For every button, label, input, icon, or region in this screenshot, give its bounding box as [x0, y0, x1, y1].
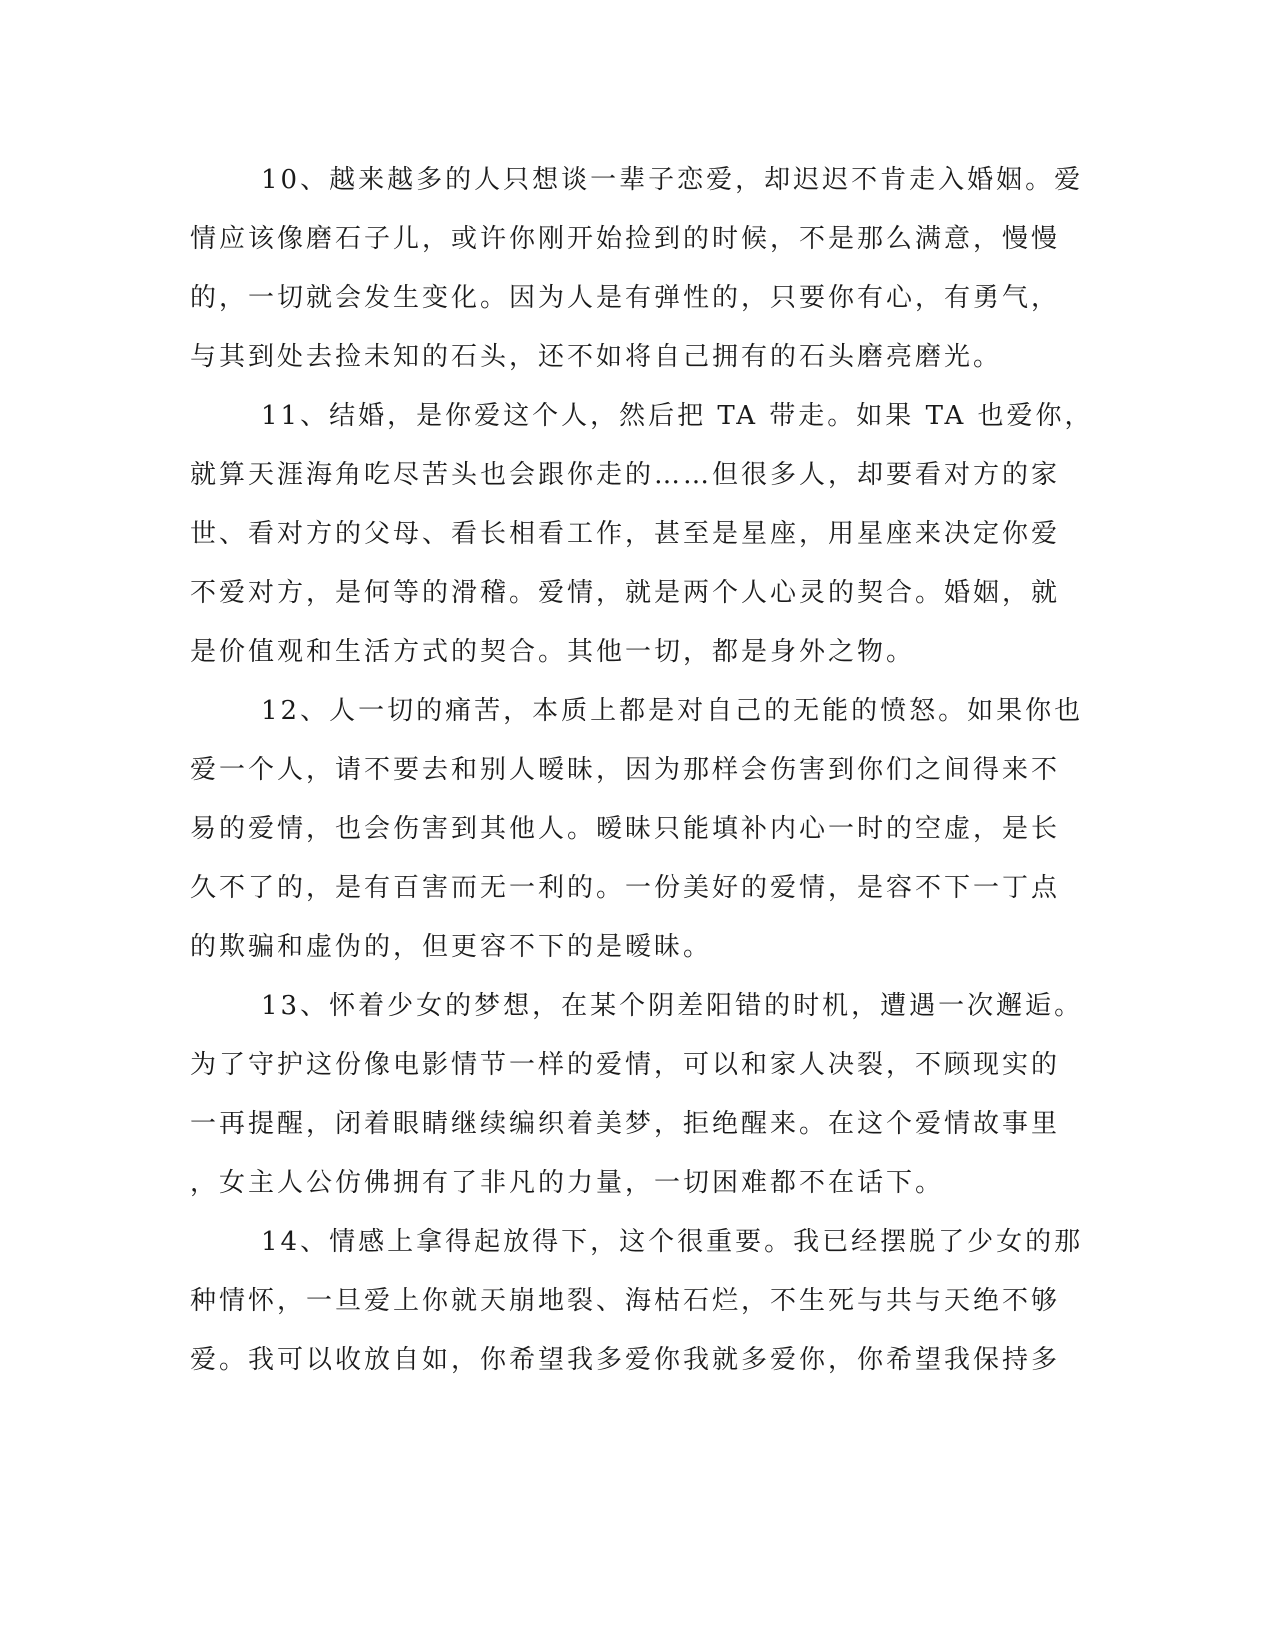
paragraph-12-line-1: 12、人一切的痛苦，本质上都是对自己的无能的愤怒。如果你也 [261, 696, 1084, 726]
paragraph-11-line-2: 就算天涯海角吃尽苦头也会跟你走的……但很多人，却要看对方的家 [190, 460, 1061, 490]
paragraph-13-line-1: 13、怀着少女的梦想，在某个阴差阳错的时机，遭遇一次邂逅。 [261, 991, 1084, 1021]
paragraph-12-line-2: 爱一个人，请不要去和别人暧昧，因为那样会伤害到你们之间得来不 [190, 755, 1061, 785]
paragraph-10-line-1: 10、越来越多的人只想谈一辈子恋爱，却迟迟不肯走入婚姻。爱 [261, 165, 1084, 195]
paragraph-10-line-2: 情应该像磨石子儿，或许你刚开始捡到的时候，不是那么满意，慢慢 [190, 224, 1061, 254]
paragraph-12-line-3: 易的爱情，也会伤害到其他人。暧昧只能填补内心一时的空虚，是长 [190, 814, 1061, 844]
paragraph-14-line-2: 种情怀，一旦爱上你就天崩地裂、海枯石烂，不生死与共与天绝不够 [190, 1286, 1061, 1316]
paragraph-12-line-5: 的欺骗和虚伪的，但更容不下的是暧昧。 [190, 932, 713, 962]
paragraph-14-line-1: 14、情感上拿得起放得下，这个很重要。我已经摆脱了少女的那 [261, 1227, 1084, 1257]
paragraph-11-line-1: 11、结婚，是你爱这个人，然后把 TA 带走。如果 TA 也爱你， [261, 401, 1094, 431]
paragraph-11-line-3: 世、看对方的父母、看长相看工作，甚至是星座，用星座来决定你爱 [190, 519, 1061, 549]
paragraph-10-line-3: 的，一切就会发生变化。因为人是有弹性的，只要你有心，有勇气， [190, 283, 1061, 313]
paragraph-14-line-3: 爱。我可以收放自如，你希望我多爱你我就多爱你，你希望我保持多 [190, 1345, 1061, 1375]
paragraph-13-line-2: 为了守护这份像电影情节一样的爱情，可以和家人决裂，不顾现实的 [190, 1050, 1061, 1080]
paragraph-13-line-3: 一再提醒，闭着眼睛继续编织着美梦，拒绝醒来。在这个爱情故事里 [190, 1109, 1061, 1139]
paragraph-11-line-5: 是价值观和生活方式的契合。其他一切，都是身外之物。 [190, 637, 916, 667]
paragraph-13-line-4: ，女主人公仿佛拥有了非凡的力量，一切困难都不在话下。 [190, 1168, 945, 1198]
paragraph-11-line-4: 不爱对方，是何等的滑稽。爱情，就是两个人心灵的契合。婚姻，就 [190, 578, 1061, 608]
paragraph-12-line-4: 久不了的，是有百害而无一利的。一份美好的爱情，是容不下一丁点 [190, 873, 1061, 903]
paragraph-10-line-4: 与其到处去捡未知的石头，还不如将自己拥有的石头磨亮磨光。 [190, 342, 1003, 372]
